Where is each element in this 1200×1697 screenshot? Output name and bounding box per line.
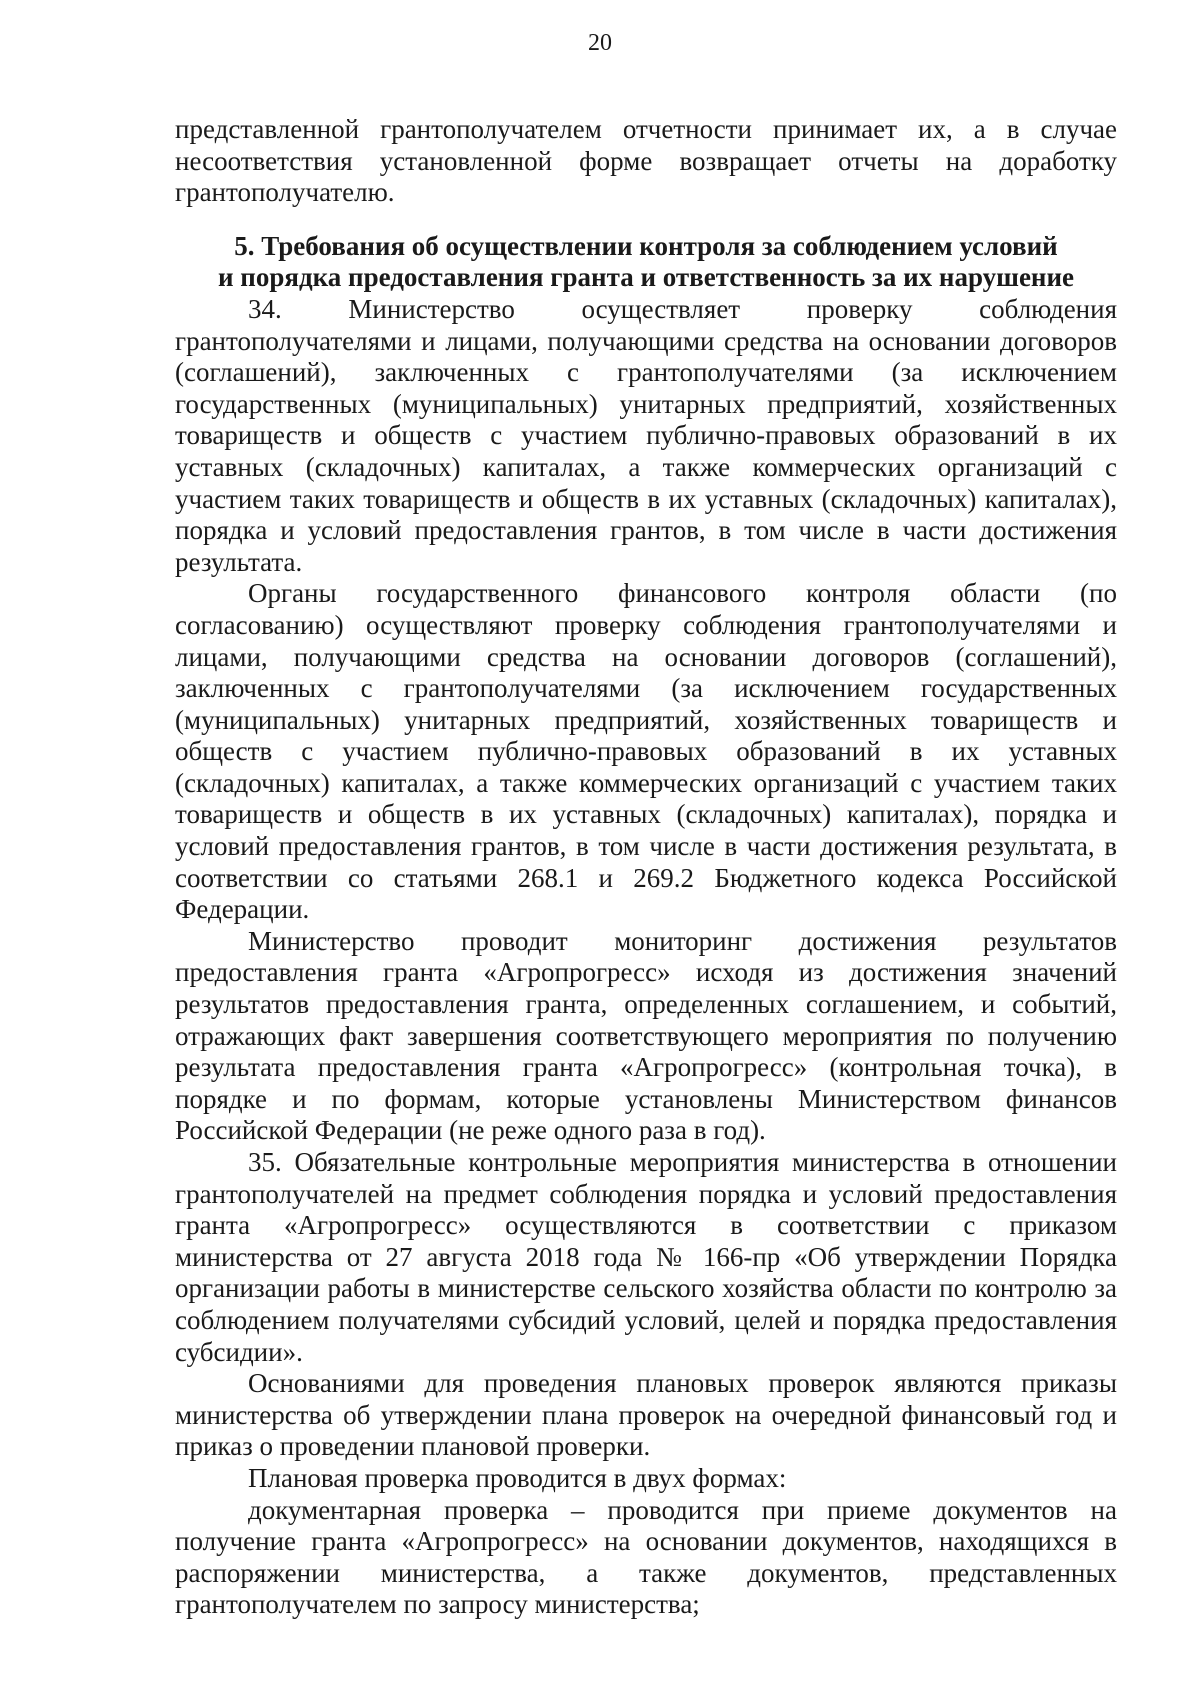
paragraph-34: 34. Министерство осуществляет проверку соблюдения грантополучателями и лицами, получающими средства на основании договоров (соглашений), заключенных с грантополучателями (за исключением государственных (муниципальных) унитарных предприятий, хозяйственных товариществ и обществ с участием публично-правовых образований в их уставных (складочных) капиталах, а также коммерческих организаций с участием таких товариществ и обществ в их уставных (складочных) капиталах), порядка и условий предоставления грантов, в том числе в части достижения результата. (175, 293, 1117, 577)
section-heading (175, 209, 1117, 294)
paragraph-continuation: представленной грантополучателем отчетности принимает их, а в случае несоответствия установленной форме возвращает отчеты на доработку грантополучателю. (175, 114, 1117, 208)
paragraph-monitoring: Министерство проводит мониторинг достижения результатов предоставления гранта «Агропрогресс» исходя из достижения значений результатов предоставления гранта, определенных соглашением, и событий, отражающих факт завершения соответствующего мероприятия по получению результата предоставления гранта «Агропрогресс» (контрольная точка), в порядке и по формам, которые установлены Министерством финансов Российской Федерации (не реже одного раза в год). (175, 925, 1117, 1146)
page-number: 20 (588, 30, 612, 56)
paragraph-inspection-forms: Плановая проверка проводится в двух формах: (248, 1462, 787, 1493)
paragraph-documentary-inspection: документарная проверка – проводится при приеме документов на получение гранта «Агропрогресс» на основании документов, находящихся в распоряжении министерства, а также документов, представленных грантополучателем по запросу министерства; (175, 1494, 1117, 1620)
paragraph-financial-control-bodies: Органы государственного финансового контроля области (по согласованию) осуществляют проверку соблюдения грантополучателями и лицами, получающими средства на основании договоров (соглашений), заключенных с грантополучателями (за исключением государственных (муниципальных) унитарных предприятий, хозяйственных товариществ и обществ с участием публично-правовых образований в их уставных (складочных) капиталах, а также коммерческих организаций с участием таких товариществ и обществ в их уставных (складочных) капиталах), порядка и условий предоставления грантов, в том числе в части достижения результата, в соответствии со статьями 268.1 и 269.2 Бюджетного кодекса Российской Федерации. (175, 578, 1117, 925)
section-heading-line-1: 5. Требования об осуществлении контроля за соблюдением условий (234, 230, 1058, 261)
paragraph-35: 35. Обязательные контрольные мероприятия министерства в отношении грантополучателей на предмет соблюдения порядка и условий предоставления гранта «Агропрогресс» осуществляются в соответствии с приказом министерства от 27 августа 2018 года № 166-пр «Об утверждении Порядка организации работы в министерстве сельского хозяйства области по контролю за соблюдением получателями субсидий условий, целей и порядка предоставления субсидии». (175, 1147, 1117, 1367)
section-heading-line-2: и порядка предоставления гранта и ответственность за их нарушение (217, 262, 1075, 293)
paragraph-planned-inspection-grounds: Основаниями для проведения плановых проверок являются приказы министерства об утверждении плана проверок на очередной финансовый год и приказ о проведении плановой проверки. (175, 1368, 1117, 1462)
document-body (175, 114, 1117, 1621)
